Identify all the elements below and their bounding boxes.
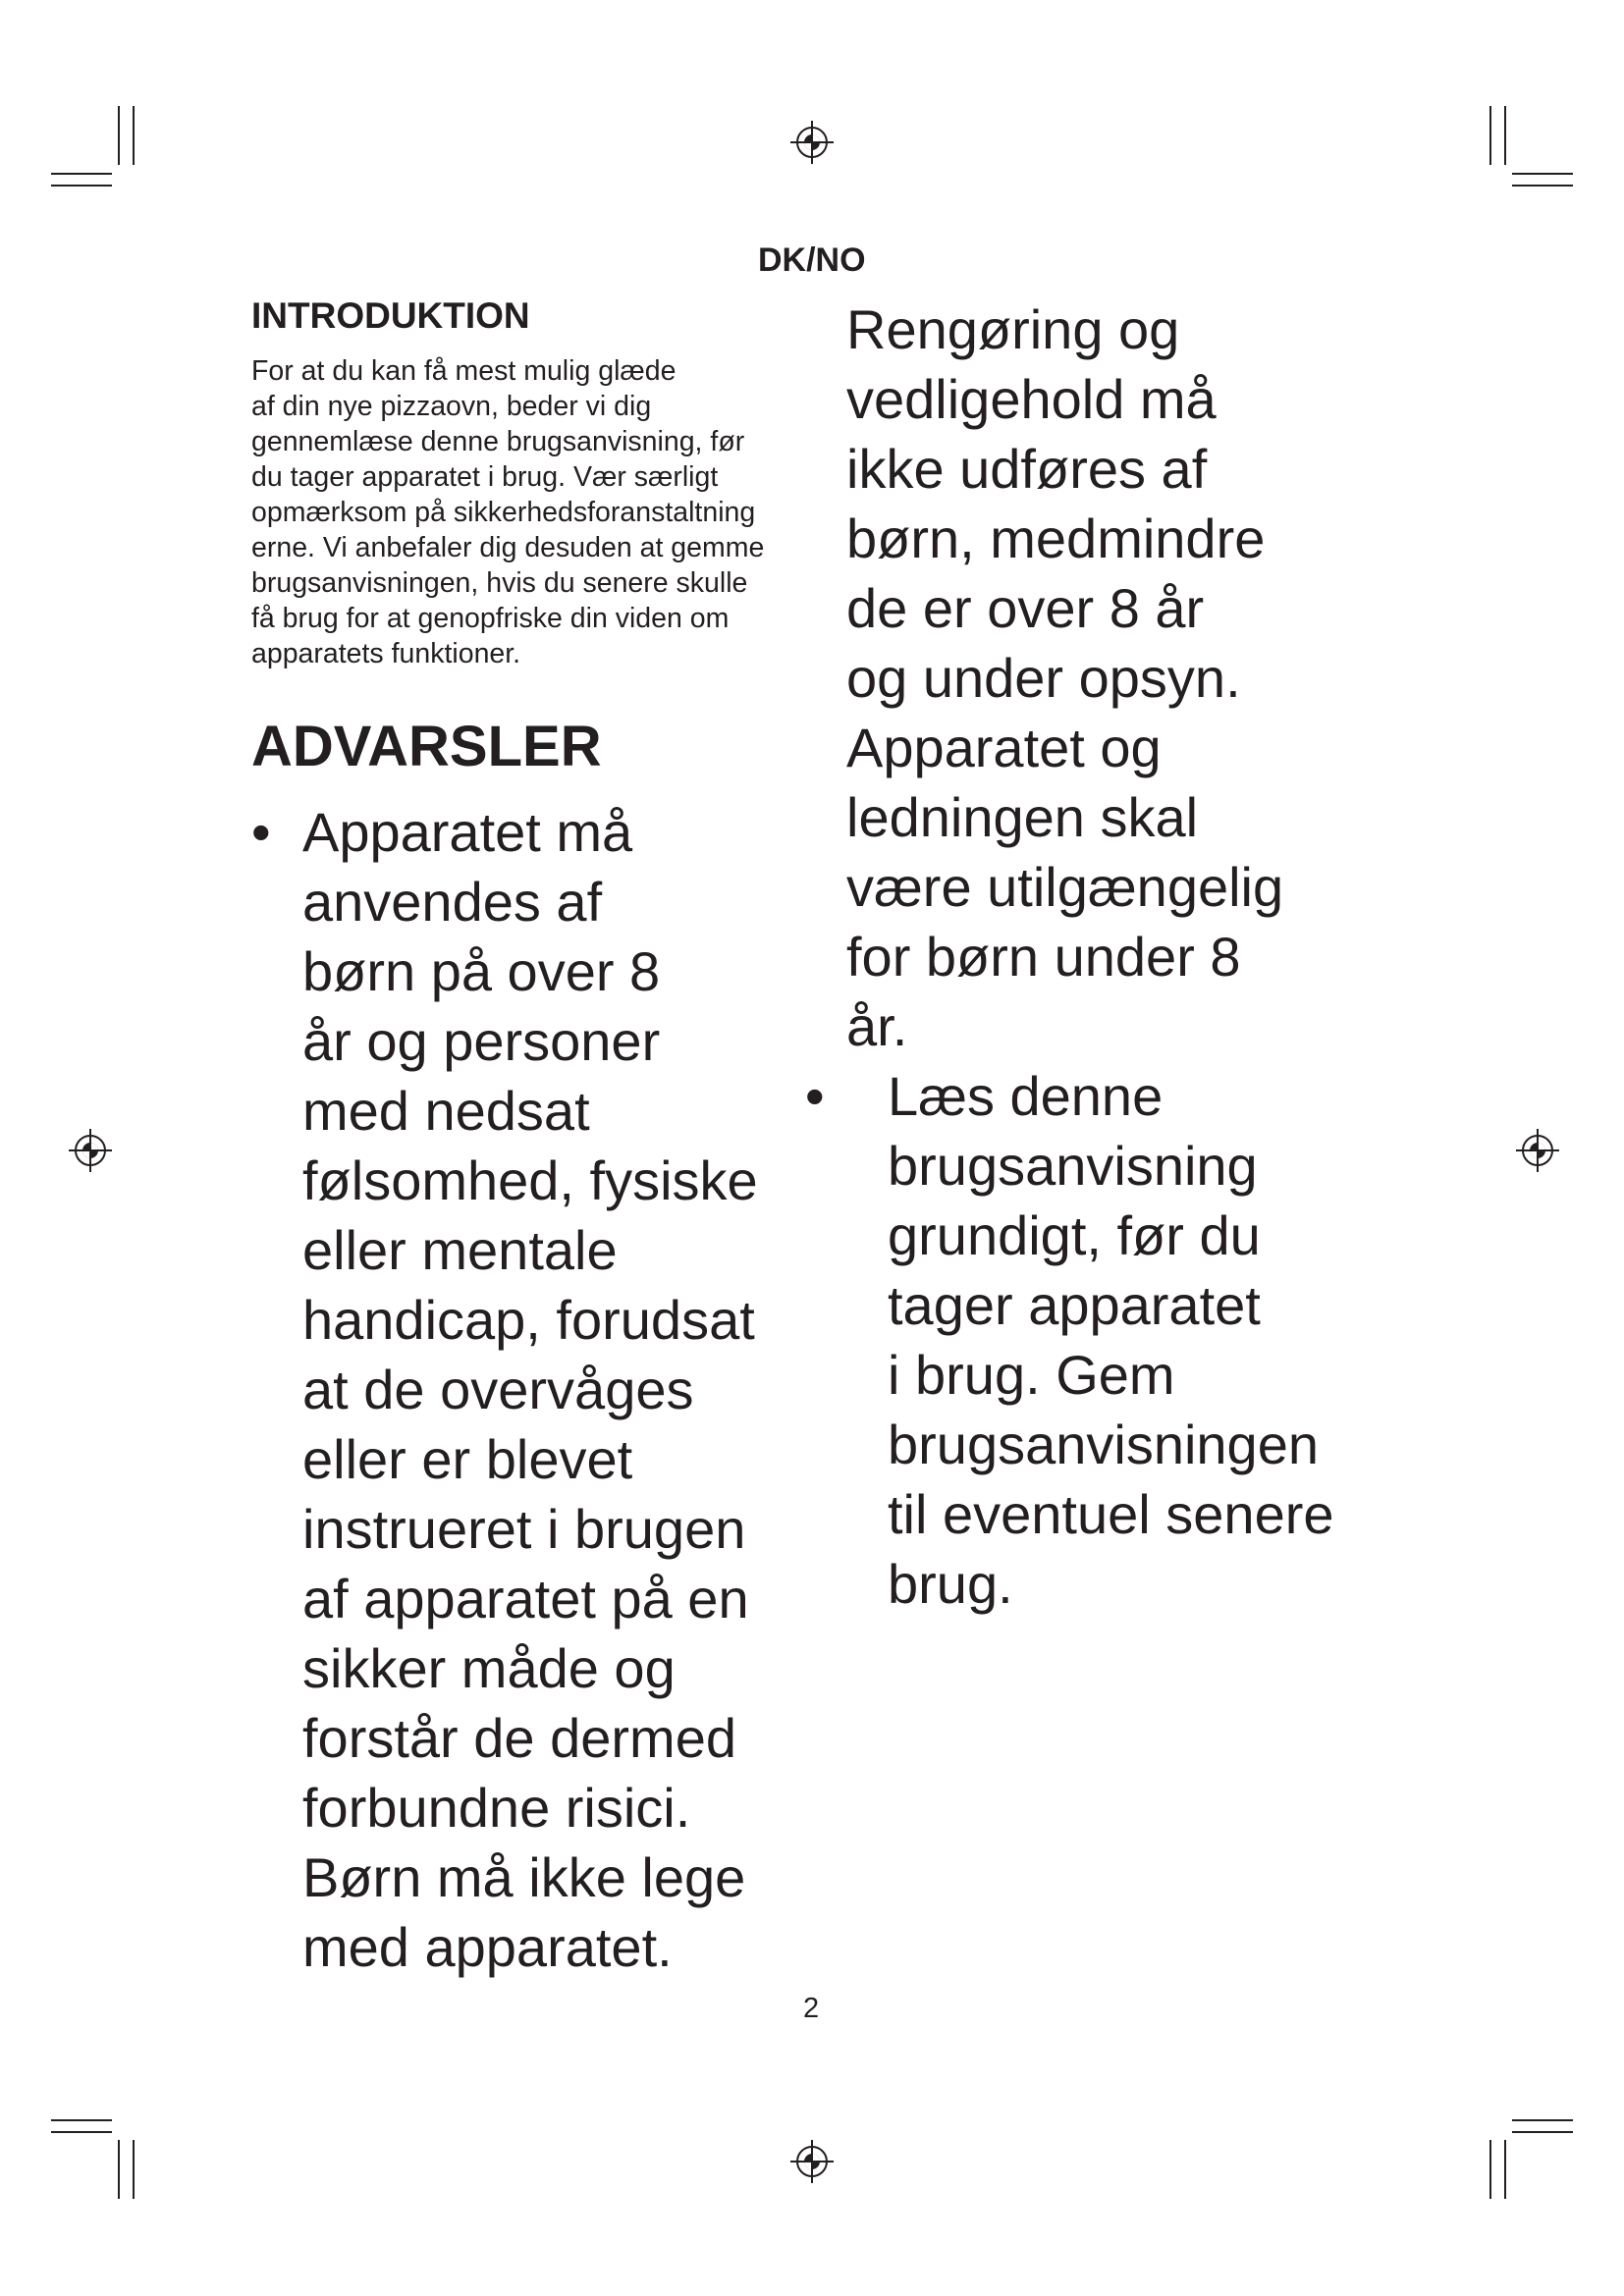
intro-line: opmærksom på sikkerhedsforanstaltning (251, 497, 756, 529)
page-number: 2 (803, 1993, 820, 2024)
warning-line: ikke udføres af (846, 438, 1208, 500)
right-column (805, 294, 1396, 1619)
warning-line: af apparatet på en (302, 1568, 749, 1630)
warning-line: eller er blevet (302, 1428, 633, 1491)
intro-line: erne. Vi anbefaler dig desuden at gemme (251, 532, 765, 564)
warning-item-1-continued (846, 294, 1396, 1061)
registration-mark-right-icon (1516, 1129, 1559, 1172)
warning-line: brug. (888, 1553, 1013, 1615)
intro-line: brugsanvisningen, hvis du senere skulle (251, 567, 748, 600)
warning-line: børn, medmindre (846, 507, 1266, 569)
warning-line: og under opsyn. (846, 647, 1241, 709)
warning-item-2 (805, 1061, 1396, 1619)
warning-line: forbundne risici. (302, 1777, 691, 1840)
intro-line: apparatets funktioner. (251, 638, 521, 670)
language-code: DK/NO (758, 241, 866, 279)
warning-line: børn på over 8 (302, 940, 661, 1003)
warning-line: at de overvåges (302, 1359, 694, 1421)
registration-mark-left-icon (69, 1129, 112, 1172)
intro-line: du tager apparatet i brug. Vær særligt (251, 461, 719, 494)
warning-line: vedligehold må (846, 368, 1217, 430)
warning-line: Børn må ikke lege (302, 1846, 746, 1909)
warning-line: instrueret i brugen (302, 1498, 746, 1561)
left-column (251, 294, 801, 1982)
warning-line: år. (846, 995, 908, 1057)
warning-line: Apparatet må (302, 801, 633, 864)
warning-line: brugsanvisning (888, 1135, 1258, 1197)
warning-line: til eventuel senere (888, 1483, 1334, 1545)
registration-mark-bottom-icon (790, 2140, 834, 2183)
registration-mark-top-icon (790, 121, 834, 164)
intro-line: gennemlæse denne brugsanvisning, før (251, 426, 745, 458)
bullet-icon: • (805, 1065, 825, 1127)
warning-line: ledningen skal (846, 786, 1199, 848)
intro-line: For at du kan få mest mulig glæde (251, 355, 677, 388)
warning-line: de er over 8 år (846, 577, 1205, 639)
introduction-heading: INTRODUKTION (251, 295, 530, 336)
warning-line: følsomhed, fysiske (302, 1149, 758, 1212)
warning-line: for børn under 8 (846, 926, 1241, 988)
warnings-heading: ADVARSLER (251, 715, 602, 779)
intro-line: få brug for at genopfriske din viden om (251, 603, 730, 635)
warning-item-1 (251, 797, 801, 1982)
warning-line: Apparatet og (846, 717, 1162, 778)
warning-line: forstår de dermed (302, 1707, 736, 1770)
warning-line: tager apparatet (888, 1274, 1261, 1336)
warning-line: sikker måde og (302, 1637, 676, 1700)
warning-line: grundigt, før du (888, 1204, 1261, 1266)
warning-line: år og personer (302, 1010, 661, 1073)
warning-line: Rengøring og (846, 298, 1180, 360)
intro-line: af din nye pizzaovn, beder vi dig (251, 391, 652, 423)
warning-line: med nedsat (302, 1080, 590, 1143)
warning-line: eller mentale (302, 1219, 618, 1282)
introduction-text (251, 353, 801, 671)
warning-line: anvendes af (302, 871, 603, 934)
warning-line: Læs denne (888, 1065, 1164, 1127)
bullet-icon: • (251, 801, 271, 864)
warning-line: i brug. Gem (888, 1344, 1175, 1406)
warning-line: handicap, forudsat (302, 1289, 755, 1352)
warning-line: være utilgængelig (846, 856, 1284, 918)
warning-line: med apparatet. (302, 1916, 673, 1979)
warning-line: brugsanvisningen (888, 1414, 1319, 1475)
